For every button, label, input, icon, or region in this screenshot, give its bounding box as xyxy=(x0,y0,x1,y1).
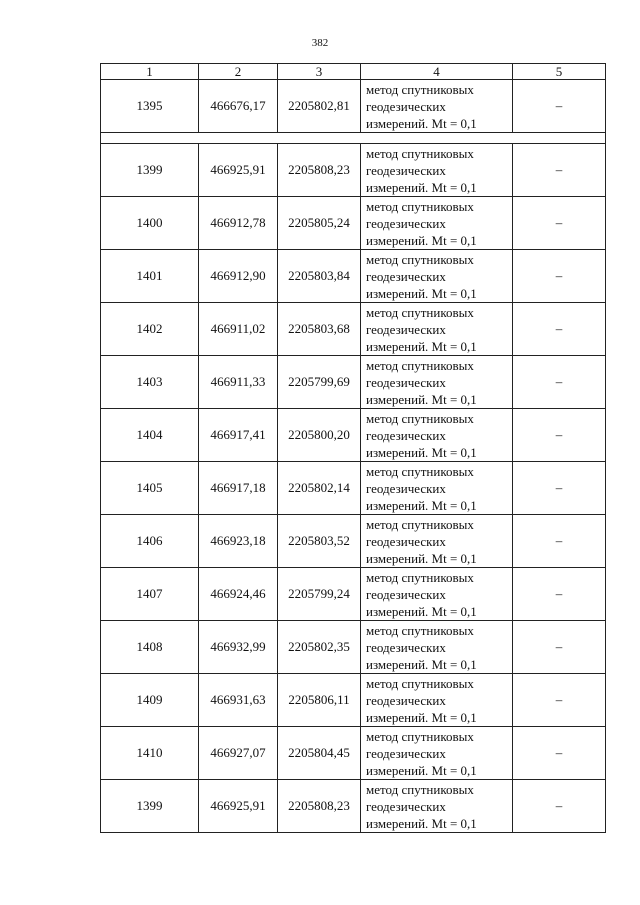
table-row xyxy=(101,303,606,356)
point-cell: 1404 xyxy=(101,409,199,462)
method-cell: метод спутниковых геодезических измерений. Mt = 0,1 xyxy=(361,515,513,568)
y-coordinate-cell: 2205803,68 xyxy=(278,303,361,356)
note-cell: – xyxy=(513,621,606,674)
note-cell: – xyxy=(513,462,606,515)
method-cell: метод спутниковых геодезических измерений. Mt = 0,1 xyxy=(361,144,513,197)
header-cell-4: 4 xyxy=(361,64,513,80)
y-coordinate-cell: 2205804,45 xyxy=(278,727,361,780)
method-cell: метод спутниковых геодезических измерений. Mt = 0,1 xyxy=(361,80,513,133)
method-cell: метод спутниковых геодезических измерений. Mt = 0,1 xyxy=(361,621,513,674)
header-cell-2: 2 xyxy=(199,64,278,80)
x-coordinate-cell: 466931,63 xyxy=(199,674,278,727)
note-cell: – xyxy=(513,409,606,462)
method-cell: метод спутниковых геодезических измерений. Mt = 0,1 xyxy=(361,462,513,515)
table-gap-row xyxy=(101,133,606,144)
y-coordinate-cell: 2205799,24 xyxy=(278,568,361,621)
x-coordinate-cell: 466924,46 xyxy=(199,568,278,621)
y-coordinate-cell: 2205800,20 xyxy=(278,409,361,462)
point-cell: 1399 xyxy=(101,144,199,197)
header-cell-1: 1 xyxy=(101,64,199,80)
x-coordinate-cell: 466925,91 xyxy=(199,144,278,197)
method-cell: метод спутниковых геодезических измерений. Mt = 0,1 xyxy=(361,780,513,833)
note-cell: – xyxy=(513,780,606,833)
header-cell-3: 3 xyxy=(278,64,361,80)
table-row xyxy=(101,568,606,621)
x-coordinate-cell: 466923,18 xyxy=(199,515,278,568)
x-coordinate-cell: 466927,07 xyxy=(199,727,278,780)
method-cell: метод спутниковых геодезических измерений. Mt = 0,1 xyxy=(361,568,513,621)
table-row xyxy=(101,674,606,727)
y-coordinate-cell: 2205808,23 xyxy=(278,780,361,833)
note-cell: – xyxy=(513,356,606,409)
method-cell: метод спутниковых геодезических измерений. Mt = 0,1 xyxy=(361,250,513,303)
gap-cell xyxy=(101,133,606,144)
point-cell: 1406 xyxy=(101,515,199,568)
point-cell: 1395 xyxy=(101,80,199,133)
table-row xyxy=(101,462,606,515)
method-cell: метод спутниковых геодезических измерений. Mt = 0,1 xyxy=(361,303,513,356)
table-row xyxy=(101,780,606,833)
note-cell: – xyxy=(513,674,606,727)
y-coordinate-cell: 2205808,23 xyxy=(278,144,361,197)
point-cell: 1407 xyxy=(101,568,199,621)
note-cell: – xyxy=(513,515,606,568)
table-row xyxy=(101,356,606,409)
y-coordinate-cell: 2205806,11 xyxy=(278,674,361,727)
table-header-row xyxy=(101,64,606,80)
table-row xyxy=(101,144,606,197)
x-coordinate-cell: 466925,91 xyxy=(199,780,278,833)
table-row xyxy=(101,621,606,674)
point-cell: 1403 xyxy=(101,356,199,409)
y-coordinate-cell: 2205803,84 xyxy=(278,250,361,303)
note-cell: – xyxy=(513,144,606,197)
note-cell: – xyxy=(513,250,606,303)
point-cell: 1402 xyxy=(101,303,199,356)
point-cell: 1400 xyxy=(101,197,199,250)
header-cell-5: 5 xyxy=(513,64,606,80)
note-cell: – xyxy=(513,727,606,780)
y-coordinate-cell: 2205802,81 xyxy=(278,80,361,133)
point-cell: 1399 xyxy=(101,780,199,833)
x-coordinate-cell: 466917,41 xyxy=(199,409,278,462)
y-coordinate-cell: 2205802,14 xyxy=(278,462,361,515)
method-cell: метод спутниковых геодезических измерений. Mt = 0,1 xyxy=(361,727,513,780)
method-cell: метод спутниковых геодезических измерений. Mt = 0,1 xyxy=(361,197,513,250)
x-coordinate-cell: 466912,90 xyxy=(199,250,278,303)
note-cell: – xyxy=(513,197,606,250)
method-cell: метод спутниковых геодезических измерений. Mt = 0,1 xyxy=(361,409,513,462)
table-row xyxy=(101,80,606,133)
x-coordinate-cell: 466917,18 xyxy=(199,462,278,515)
note-cell: – xyxy=(513,568,606,621)
point-cell: 1409 xyxy=(101,674,199,727)
point-cell: 1401 xyxy=(101,250,199,303)
point-cell: 1408 xyxy=(101,621,199,674)
point-cell: 1410 xyxy=(101,727,199,780)
page-number: 382 xyxy=(311,37,329,49)
point-cell: 1405 xyxy=(101,462,199,515)
x-coordinate-cell: 466932,99 xyxy=(199,621,278,674)
y-coordinate-cell: 2205803,52 xyxy=(278,515,361,568)
note-cell: – xyxy=(513,80,606,133)
x-coordinate-cell: 466912,78 xyxy=(199,197,278,250)
x-coordinate-cell: 466911,33 xyxy=(199,356,278,409)
x-coordinate-cell: 466911,02 xyxy=(199,303,278,356)
y-coordinate-cell: 2205802,35 xyxy=(278,621,361,674)
x-coordinate-cell: 466676,17 xyxy=(199,80,278,133)
table-row xyxy=(101,515,606,568)
table-row xyxy=(101,197,606,250)
table-row xyxy=(101,250,606,303)
table-row xyxy=(101,727,606,780)
y-coordinate-cell: 2205799,69 xyxy=(278,356,361,409)
table-row xyxy=(101,409,606,462)
y-coordinate-cell: 2205805,24 xyxy=(278,197,361,250)
coordinates-table xyxy=(100,63,606,833)
method-cell: метод спутниковых геодезических измерений. Mt = 0,1 xyxy=(361,356,513,409)
method-cell: метод спутниковых геодезических измерений. Mt = 0,1 xyxy=(361,674,513,727)
note-cell: – xyxy=(513,303,606,356)
